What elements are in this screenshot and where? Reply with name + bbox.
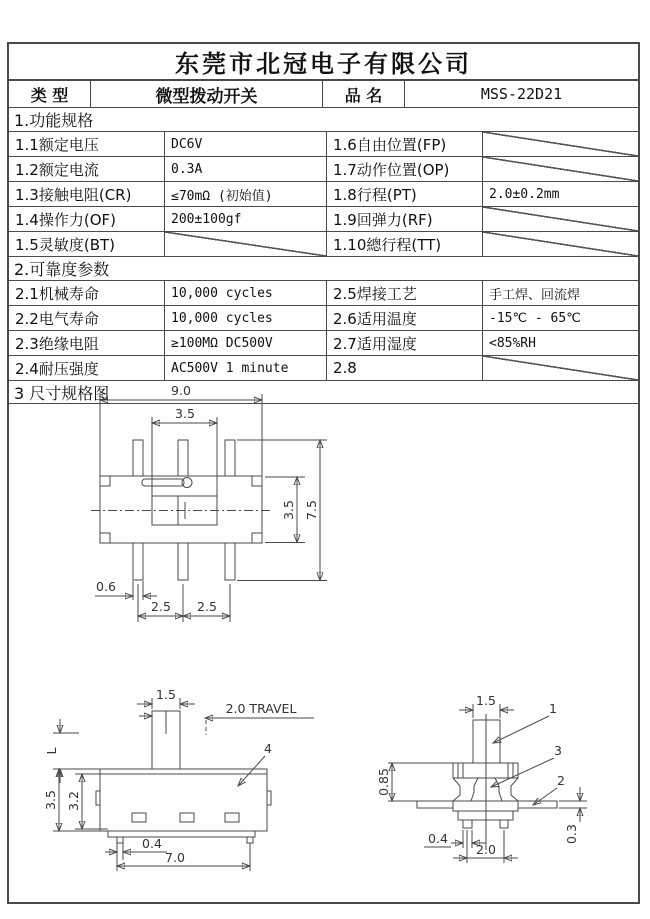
spec-label: 1.7动作位置(OP) <box>327 157 483 181</box>
table-row <box>9 306 638 331</box>
dim-travel: 2.0 TRAVEL <box>225 701 297 716</box>
spec-value: -15℃ - 65℃ <box>489 310 581 326</box>
dim-body-height: 3.5 <box>281 500 296 520</box>
spec-label: 1.6自由位置(FP) <box>327 132 483 156</box>
spec-value: ≥100MΩ DC500V <box>165 331 327 355</box>
spec-label: 2.5焊接工艺 <box>327 281 483 305</box>
company-title: 东莞市北冠电子有限公司 <box>9 44 638 81</box>
spec-label: 1.8行程(PT) <box>327 182 483 206</box>
callout-3: 3 <box>554 743 562 758</box>
product-name-label: 品 名 <box>323 81 405 107</box>
dim-overall-width: 9.0 <box>171 383 191 398</box>
dim-stem-height: L <box>44 747 59 755</box>
front-view-drawing <box>43 687 314 871</box>
function-spec-table <box>9 132 638 257</box>
spec-value: 手工焊、回流焊 <box>489 287 581 303</box>
top-view-drawing <box>91 383 327 622</box>
spec-label: 2.3绝缘电阻 <box>9 331 165 355</box>
spec-value: AC500V 1 minute <box>165 356 327 380</box>
callout-4: 4 <box>264 741 272 756</box>
dim-foot-pitch: 2.0 <box>476 842 496 857</box>
spec-label: 1.2额定电流 <box>9 157 165 181</box>
spec-value: DC6V <box>165 132 327 156</box>
callout-1: 1 <box>549 701 557 716</box>
table-row <box>9 356 638 381</box>
section-2-title: 2.可靠度参数 <box>9 257 638 281</box>
dim-slider-width: 3.5 <box>175 406 195 421</box>
type-label: 类 型 <box>9 81 91 107</box>
dimension-drawings <box>9 382 638 880</box>
dim-foot-width: 0.4 <box>142 836 162 851</box>
type-value: 微型拨动开关 <box>91 81 323 107</box>
table-row <box>9 331 638 356</box>
spec-value: ≤70mΩ (初始值) <box>165 182 327 206</box>
spec-value: 2.0±0.2mm <box>489 186 560 202</box>
dim-arm-thickness: 0.3 <box>564 824 579 844</box>
spec-label: 2.6适用温度 <box>327 306 483 330</box>
table-row <box>9 207 638 232</box>
table-row <box>9 232 638 257</box>
spec-sheet <box>7 42 640 904</box>
spec-label: 2.2电气寿命 <box>9 306 165 330</box>
spec-value: <85%RH <box>489 335 536 351</box>
spec-label: 1.10總行程(TT) <box>327 232 483 256</box>
spec-label: 1.3接触电阻(CR) <box>9 182 165 206</box>
dim-pin-pitch: 2.5 <box>151 599 171 614</box>
table-row <box>9 281 638 306</box>
product-name-value: MSS-22D21 <box>480 85 563 103</box>
empty-cell-diagonal <box>483 232 638 256</box>
empty-cell-diagonal <box>165 232 327 256</box>
dim-pin-width: 0.6 <box>96 579 116 594</box>
dim-body-height: 0.85 <box>376 768 391 796</box>
spec-label: 1.4操作力(OF) <box>9 207 165 231</box>
table-row <box>9 157 638 182</box>
spec-label: 2.7适用湿度 <box>327 331 483 355</box>
dim-knob-width: 1.5 <box>156 687 176 702</box>
section-3-title: 3 尺寸规格图 <box>9 381 638 404</box>
spec-label: 2.1机械寿命 <box>9 281 165 305</box>
empty-cell-diagonal <box>483 157 638 181</box>
reliability-table <box>9 281 638 381</box>
side-view-drawing <box>376 693 587 863</box>
dim-pin-span: 7.0 <box>165 850 185 865</box>
spec-label: 2.4耐压强度 <box>9 356 165 380</box>
empty-cell-diagonal <box>483 356 638 380</box>
spec-value: 0.3A <box>165 157 327 181</box>
dim-knob-width: 1.5 <box>476 693 496 708</box>
dim-pin-pitch: 2.5 <box>197 599 217 614</box>
dimension-drawing-svg <box>9 382 638 880</box>
spec-value: 10,000 cycles <box>165 281 327 305</box>
spec-value: 10,000 cycles <box>165 306 327 330</box>
table-row <box>9 182 638 207</box>
dim-body-height: 3.5 <box>43 790 58 810</box>
spec-label: 1.9回弹力(RF) <box>327 207 483 231</box>
product-header-row <box>9 81 638 108</box>
empty-cell-diagonal <box>483 132 638 156</box>
callout-2: 2 <box>557 773 565 788</box>
dim-inner-height: 3.2 <box>66 791 81 811</box>
dim-overall-height: 7.5 <box>304 500 319 520</box>
table-row <box>9 132 638 157</box>
section-1-title: 1.功能规格 <box>9 108 638 132</box>
spec-label: 2.8 <box>327 356 483 380</box>
spec-label: 1.1额定电压 <box>9 132 165 156</box>
spec-value: 200±100gf <box>165 207 327 231</box>
empty-cell-diagonal <box>483 207 638 231</box>
dim-foot-width: 0.4 <box>428 831 448 846</box>
spec-label: 1.5灵敏度(BT) <box>9 232 165 256</box>
